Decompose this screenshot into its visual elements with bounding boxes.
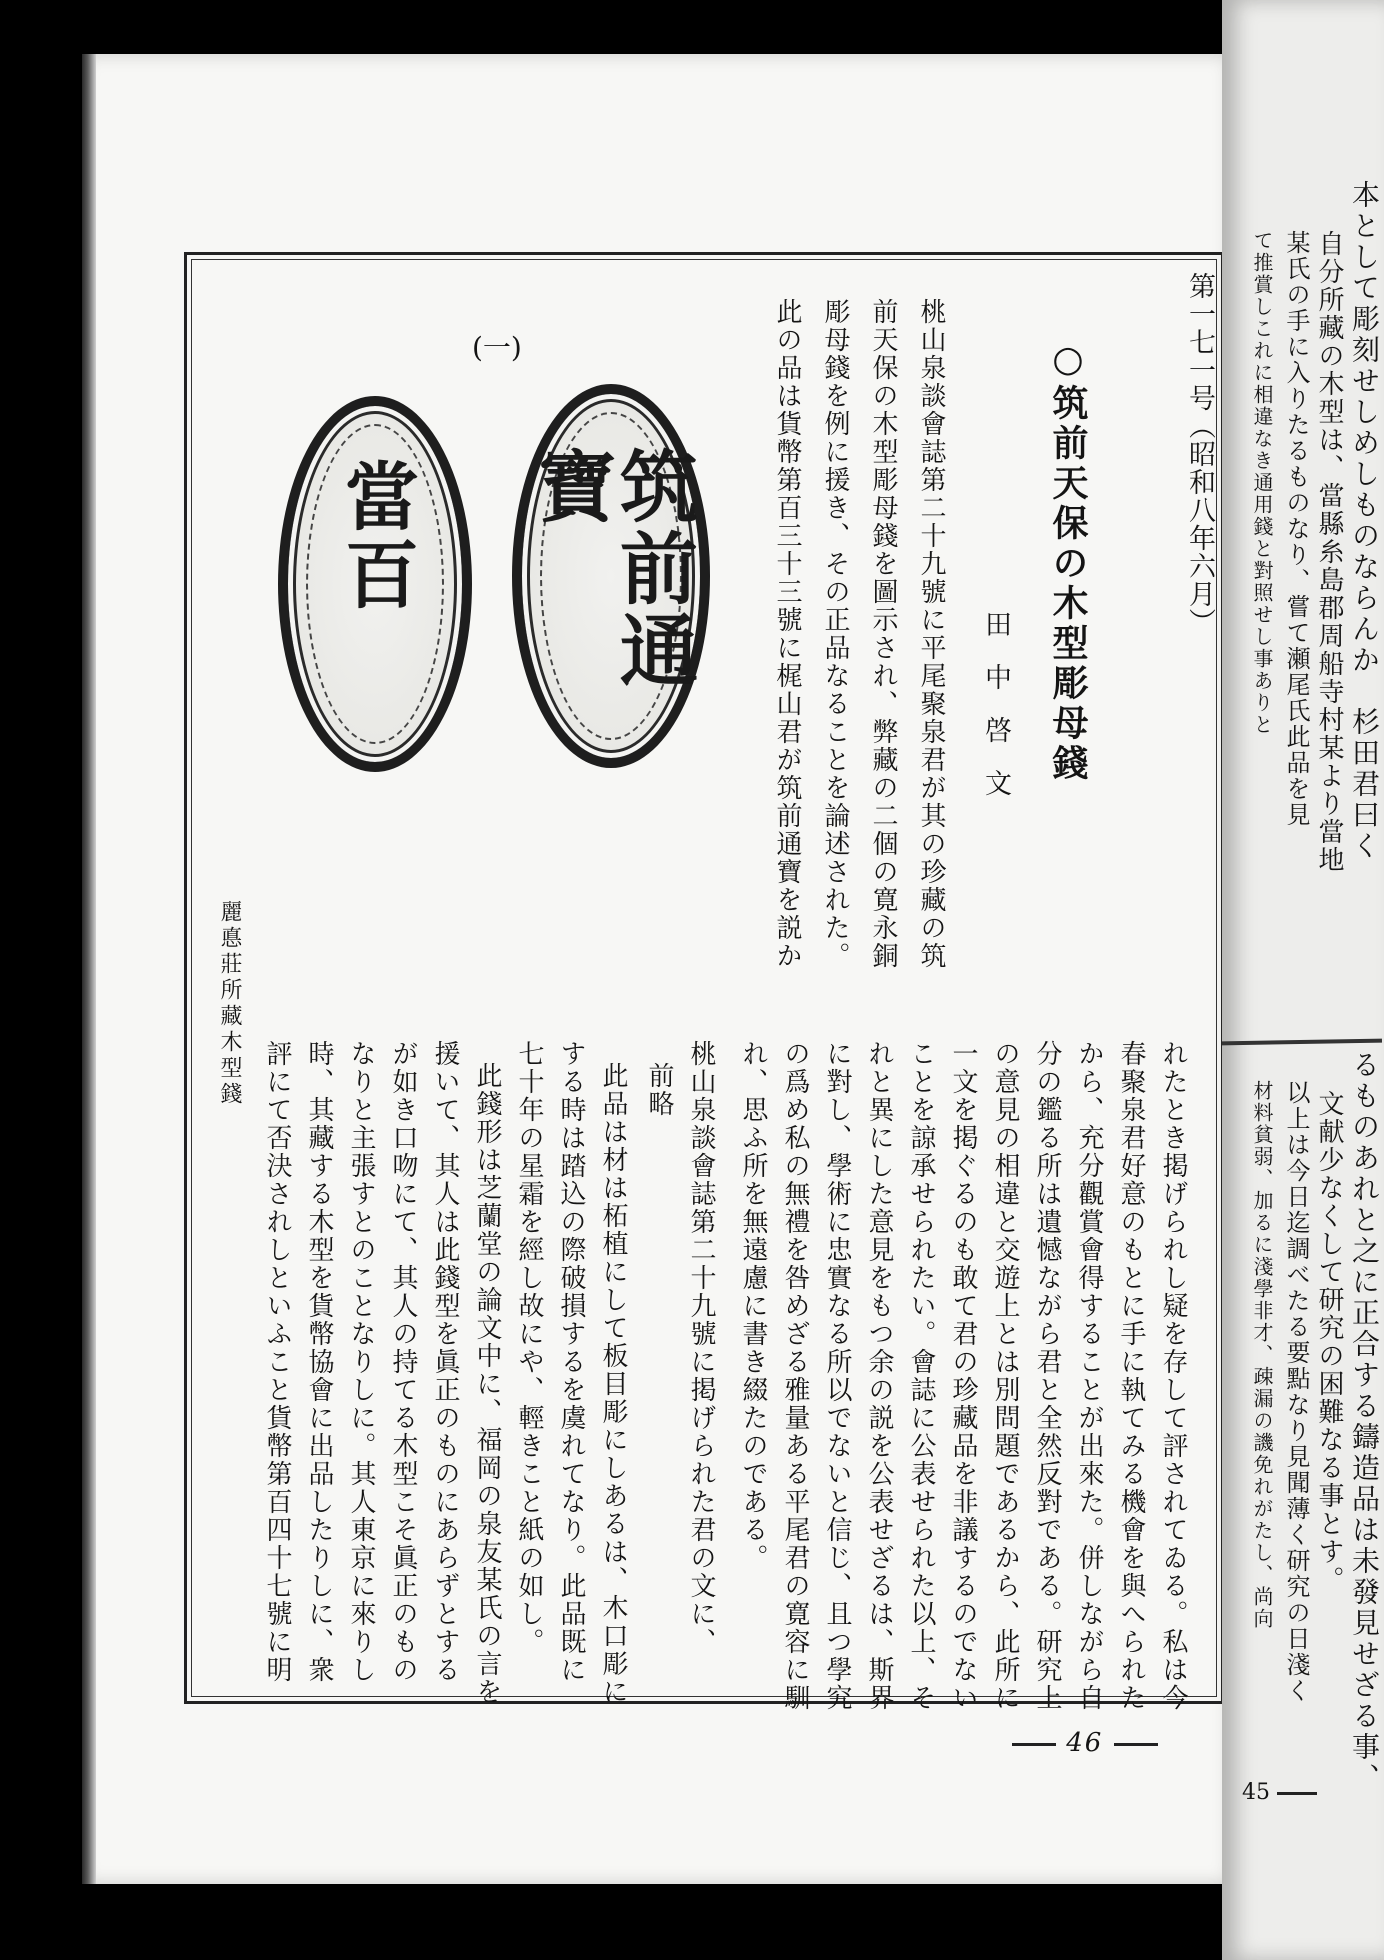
quote-marker: 前略 bbox=[644, 1062, 674, 1118]
quote-line: が如き口吻にて、其人の持てる木型こそ眞正のもの bbox=[388, 1040, 418, 1684]
coin-chikuzen-tsuho bbox=[512, 384, 710, 768]
body-bottom-line: ことを諒承せられたい。會誌に公表せられた以上、そ bbox=[906, 1040, 936, 1712]
right-page-line: 以上は今日迄調べたる要點なり見聞薄く研究の日淺く bbox=[1282, 1080, 1310, 1704]
right-page-line: るものあれと之に正合する鑄造品は未發見せざる事、 bbox=[1348, 1050, 1381, 1794]
coin-glyphs: 筑前通寶 bbox=[525, 446, 698, 692]
quote-line: 此錢形は芝蘭堂の論文中に、福岡の泉友某氏の言を bbox=[472, 1062, 502, 1706]
figure-number: (一) bbox=[472, 331, 522, 364]
right-page-line: て推賞しこれに相違なき通用錢と對照せし事ありと bbox=[1250, 230, 1274, 736]
right-page-line: 某氏の手に入りたるものなり、嘗て瀬尾氏此品を見 bbox=[1282, 230, 1310, 828]
author-name: 田中啓文 bbox=[980, 610, 1011, 822]
quote-line: 時、其藏する木型を貨幣協會に出品したりしに、衆 bbox=[304, 1040, 334, 1684]
body-bottom-line: 分の鑑る所は遺憾ながら君と全然反對である。研究上 bbox=[1032, 1040, 1062, 1712]
quote-line: 此品は材は柘植にして板目彫にしあるは、木口彫に bbox=[598, 1062, 628, 1706]
page-number-dash bbox=[1012, 1743, 1056, 1746]
body-bottom-line: から、充分觀賞會得することが出來た。併しながら自 bbox=[1074, 1040, 1104, 1712]
quote-line: 評にて否決されしといふこと貨幣第百四十七號に明 bbox=[262, 1040, 292, 1684]
quote-line: する時は踏込の際破損するを虞れてなり。此品既に bbox=[556, 1040, 586, 1684]
right-page bbox=[1222, 0, 1384, 1960]
body-bottom-line: の意見の相違と交遊上とは別問題であるから、此所に bbox=[990, 1040, 1020, 1712]
article-title: ○筑前天保の木型彫母錢 bbox=[1047, 338, 1089, 784]
body-bottom-line: れたとき掲げられし疑を存して評されてゐる。私は今 bbox=[1158, 1040, 1188, 1712]
right-page-number-value: 45 bbox=[1242, 1780, 1270, 1805]
quote-line: 七十年の星霜を經し故にや、輕きこと紙の如し。 bbox=[514, 1040, 544, 1656]
coin-glyphs: 當百 bbox=[332, 458, 419, 614]
right-page-divider bbox=[1222, 1039, 1382, 1046]
right-page-line: 本として彫刻せしめしものならんか 杉田君曰く bbox=[1348, 180, 1381, 862]
page-number-dash bbox=[1277, 1792, 1317, 1795]
body-top-line: 此の品は貨幣第百三十三號に梶山君が筑前通寶を説か bbox=[772, 298, 802, 970]
body-bottom-line: の爲め私の無禮を咎めざる雅量ある平尾君の寛容に馴 bbox=[780, 1040, 810, 1712]
right-page-number bbox=[1242, 1780, 1317, 1805]
quote-line: 援いて、其人は此錢型を眞正のものにあらずとする bbox=[430, 1040, 460, 1684]
right-page-line: 材料貧弱、加るに淺學非才、疎漏の譏免れがたし、尚向 bbox=[1250, 1080, 1274, 1630]
quote-line: なりと主張すとのことなりしに。其人東京に來りし bbox=[346, 1040, 376, 1684]
body-top-line: 前天保の木型彫母錢を圖示され、弊藏の二個の寛永銅 bbox=[868, 298, 898, 970]
issue-line: 第一七一号（昭和八年六月） bbox=[1184, 272, 1215, 636]
page-number bbox=[1012, 1728, 1158, 1758]
body-bottom-line: に對し、學術に忠實なる所以でないと信じ、且つ學究 bbox=[822, 1040, 852, 1712]
right-page-line: 自分所藏の木型は、當縣糸島郡周船寺村某より當地 bbox=[1314, 230, 1344, 874]
body-bottom-line: 春聚泉君好意のもとに手に執てみる機會を與へられた bbox=[1116, 1040, 1146, 1712]
body-bottom-line: れと異にした意見をもつ余の説を公表せざるは、斯界 bbox=[864, 1040, 894, 1712]
body-bottom-line: れ、思ふ所を無遠慮に書き綴たのである。 bbox=[738, 1040, 768, 1572]
coin-tohyaku-reverse bbox=[278, 396, 472, 772]
right-page-line: 文献少なくして研究の困難なる事とす。 bbox=[1314, 1090, 1344, 1594]
page-number-dash bbox=[1114, 1743, 1158, 1746]
page-number-value: 46 bbox=[1066, 1728, 1104, 1758]
body-bottom-line: 一文を掲ぐるのも敢て君の珍藏品を非議するのでない bbox=[948, 1040, 978, 1712]
body-top-line: 桃山泉談會誌第二十九號に平尾聚泉君が其の珍藏の筑 bbox=[916, 298, 946, 970]
body-top-line: 彫母錢を例に援き、その正品なることを論述された。 bbox=[820, 298, 850, 970]
body-bottom-line: 桃山泉談會誌第二十九號に掲げられた君の文に、 bbox=[686, 1040, 716, 1656]
figure-caption: 麗悳莊所藏木型錢 bbox=[217, 900, 242, 1108]
